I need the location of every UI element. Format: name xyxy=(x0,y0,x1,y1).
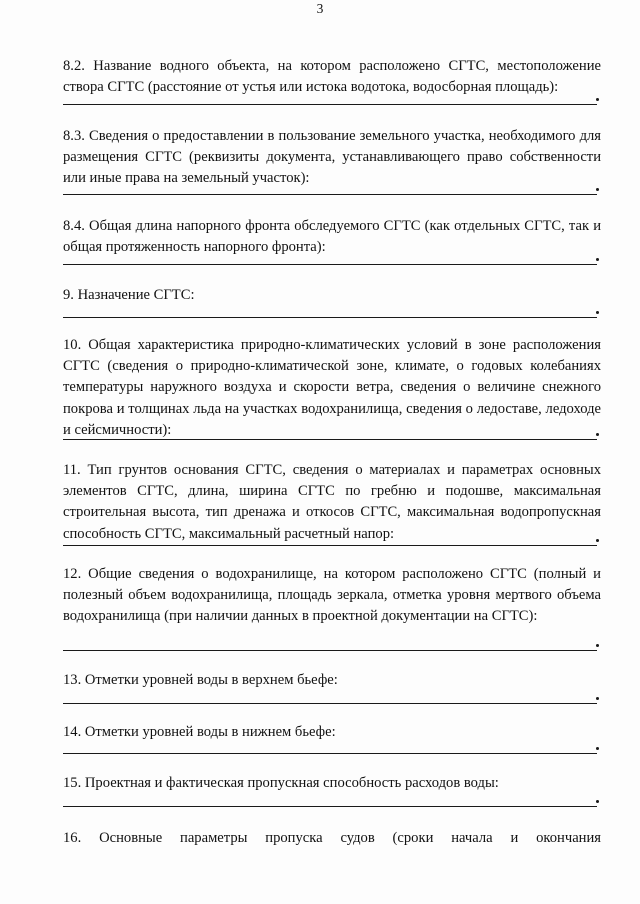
section-9-line-dot xyxy=(596,311,599,314)
section-8-4-line-dot xyxy=(596,258,599,261)
section-9-answer-line xyxy=(63,317,597,318)
section-13-answer-line xyxy=(63,703,597,704)
section-8-3-line-dot xyxy=(596,188,599,191)
section-15-answer-line xyxy=(63,806,597,807)
section-10-text: 10. Общая характеристика природно-климатических условий в зоне расположения СГТС (сведения о природно-климатической зоне, климате, о годовых колебаниях температуры наружного воздуха и скорости ветра, сведения о величине снежного покрова и толщинах льда на участках водохранилища, сведения о ледоставе, ледоходе и сейсмичности): xyxy=(63,337,601,438)
section-12-line-dot xyxy=(596,644,599,647)
section-8-3-text: 8.3. Сведения о предоставлении в пользование земельного участка, необходимого для размещения СГТС (реквизиты документа, устанавливающего право собственности или иные права на земельный участок): xyxy=(63,128,601,187)
section-9-text: 9. Назначение СГТС: xyxy=(63,287,195,303)
section-12-answer-line xyxy=(63,650,597,651)
section-10-line-dot xyxy=(596,433,599,436)
section-14-line-dot xyxy=(596,747,599,750)
section-8-4-answer-line xyxy=(63,264,597,265)
section-8-3-answer-line xyxy=(63,194,597,195)
section-13-line-dot xyxy=(596,697,599,700)
section-8-2-line-dot xyxy=(596,98,599,101)
section-11-line-dot xyxy=(596,539,599,542)
section-16-text: 16. Основные параметры пропуска судов (сроки начала и окончания xyxy=(63,830,601,846)
section-8-2-answer-line xyxy=(63,104,597,105)
section-10-answer-line xyxy=(63,439,597,440)
section-8-2-text: 8.2. Название водного объекта, на котором расположено СГТС, местоположение створа СГТС (расстояние от устья или истока водотока, водосборная площадь): xyxy=(63,58,601,96)
section-15-text: 15. Проектная и фактическая пропускная способность расходов воды: xyxy=(63,775,499,791)
section-11-text: 11. Тип грунтов основания СГТС, сведения о материалах и параметрах основных элементов СГТС, длина, ширина СГТС по гребню и подошве, максимальная строительная высота, тип дренажа и откосов СГТС, максимальная водопропускная способность СГТС, максимальный расчетный напор: xyxy=(63,462,601,542)
section-14-text: 14. Отметки уровней воды в нижнем бьефе: xyxy=(63,724,336,740)
section-13-text: 13. Отметки уровней воды в верхнем бьефе: xyxy=(63,672,338,688)
section-14-answer-line xyxy=(63,753,597,754)
page-number: 3 xyxy=(316,1,324,16)
section-12-text: 12. Общие сведения о водохранилище, на котором расположено СГТС (полный и полезный объем водохранилища, площадь зеркала, отметка уровня мертвого объема водохранилища (при наличии данных в проектной документации на СГТС): xyxy=(63,566,601,625)
section-8-4-text: 8.4. Общая длина напорного фронта обследуемого СГТС (как отдельных СГТС, так и общая протяженность напорного фронта): xyxy=(63,218,601,256)
section-15-line-dot xyxy=(596,800,599,803)
section-11-answer-line xyxy=(63,545,597,546)
